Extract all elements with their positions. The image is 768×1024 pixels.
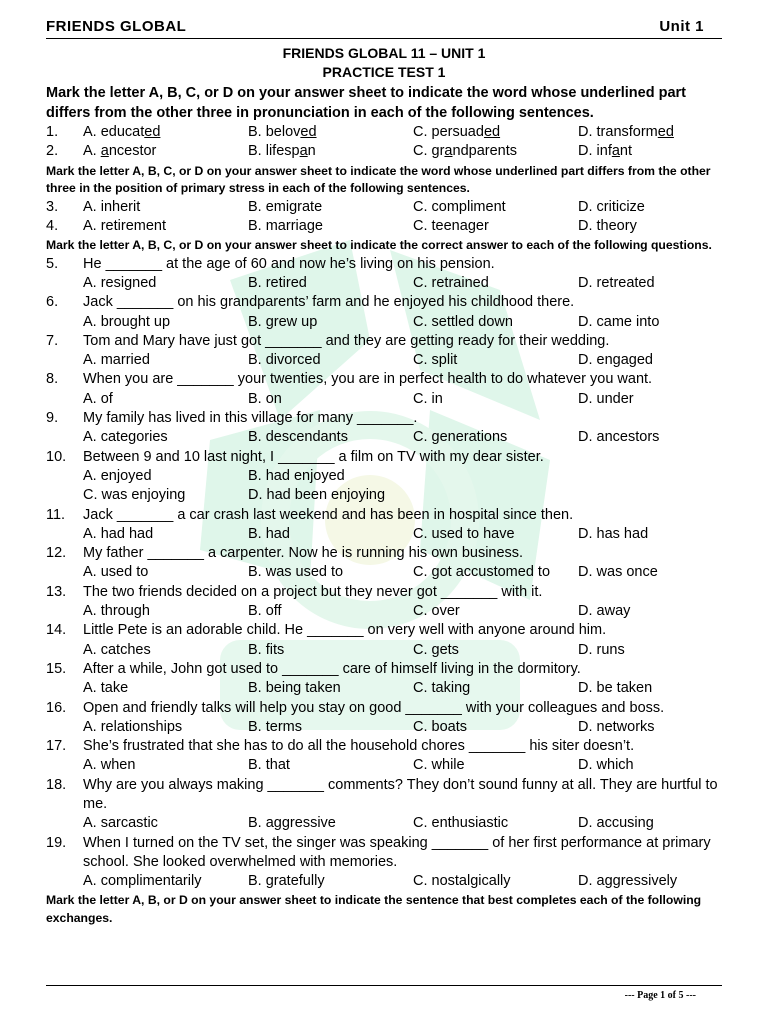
question-number: 13. xyxy=(46,583,67,600)
options-row xyxy=(46,563,722,582)
answer-option: B. emigrate xyxy=(248,198,323,215)
question-number: 2. xyxy=(46,143,59,160)
question-stem xyxy=(46,737,722,756)
options-row xyxy=(46,679,722,698)
question-number: 10. xyxy=(46,448,67,465)
question-number: 4. xyxy=(46,217,59,234)
options-row xyxy=(46,274,722,293)
answer-option: A. had had xyxy=(83,525,154,542)
answer-option: C. while xyxy=(413,757,465,774)
option-text-before: A. educat xyxy=(83,124,145,140)
question-item xyxy=(46,737,722,776)
answer-option: D. runs xyxy=(578,641,625,658)
options-row xyxy=(46,428,722,447)
question-item xyxy=(46,370,722,409)
page-number: --- Page 1 of 5 --- xyxy=(624,990,696,1001)
question-stem xyxy=(46,370,722,389)
question-number: 8. xyxy=(46,371,59,388)
option-text-before: A. xyxy=(83,143,101,160)
question-item xyxy=(46,506,722,545)
answer-option: A. resigned xyxy=(83,274,157,291)
question-text: Open and friendly talks will help you stay on good _______ with your colleagues and boss. xyxy=(83,699,665,716)
underlined-part: a xyxy=(444,143,453,160)
question-stem xyxy=(46,621,722,640)
page-header xyxy=(46,17,722,39)
question-stem xyxy=(46,699,722,718)
questions-section xyxy=(46,255,722,892)
question-stem xyxy=(46,293,722,312)
answer-option: B. aggressive xyxy=(248,815,336,832)
answer-option: B. descendants xyxy=(248,429,348,446)
answer-option xyxy=(578,123,743,142)
option-text-before: C. gr xyxy=(413,143,445,160)
option-text-before: C. persuad xyxy=(413,124,484,140)
answer-option: C. over xyxy=(413,603,460,620)
answer-option: C. used to have xyxy=(413,525,515,542)
question-number: 15. xyxy=(46,660,67,677)
header-left: FRIENDS GLOBAL xyxy=(46,18,187,35)
stress-section xyxy=(46,198,722,237)
option-text-after: ncestor xyxy=(108,143,157,160)
options-row xyxy=(46,872,722,891)
answer-option: A. enjoyed xyxy=(83,467,152,484)
answer-option: A. married xyxy=(83,352,150,369)
options-row xyxy=(46,313,722,332)
question-item xyxy=(46,583,722,622)
question-item xyxy=(46,409,722,448)
answer-option xyxy=(83,142,248,161)
pronunciation-section xyxy=(46,123,722,162)
test-title: FRIENDS GLOBAL 11 – UNIT 1 xyxy=(282,45,486,61)
option-text-after: n xyxy=(307,143,316,160)
answer-option: C. generations xyxy=(413,429,508,446)
question-item xyxy=(46,660,722,699)
instruction-questions: Mark the letter A, B, C, or D on your answer sheet to indicate the correct answer to each of the following questions. xyxy=(46,238,712,253)
answer-option: D. has had xyxy=(578,525,649,542)
question-item xyxy=(46,776,722,834)
question-item xyxy=(46,448,722,506)
answer-option: A. inherit xyxy=(83,198,141,215)
answer-option: D. aggressively xyxy=(578,873,678,890)
pronunciation-item xyxy=(46,123,722,142)
answer-option xyxy=(248,142,413,161)
answer-option: A. of xyxy=(83,390,113,407)
question-text: When you are _______ your twenties, you are in perfect health to do whatever you want. xyxy=(83,371,653,388)
question-stem xyxy=(46,506,722,525)
option-text-before: B. belov xyxy=(248,124,301,140)
answer-option: D. retreated xyxy=(578,274,655,291)
footer-divider xyxy=(46,985,722,986)
answer-option: D. came into xyxy=(578,313,660,330)
answer-option: D. theory xyxy=(578,217,637,234)
question-text: My family has lived in this village for many _______. xyxy=(83,410,418,427)
question-stem xyxy=(46,409,722,428)
instruction-exchanges: Mark the letter A, B, or D on your answer sheet to indicate the sentence that best completes each of the following exchanges. xyxy=(46,893,702,925)
answer-option: B. fits xyxy=(248,641,285,658)
question-text: She’s frustrated that she has to do all the household chores _______ his siter doesn’t. xyxy=(83,738,635,755)
question-text: Why are you always making _______ comments? They don’t sound funny at all. They are hurtful to me. xyxy=(83,776,718,812)
answer-option: B. off xyxy=(248,603,282,620)
question-stem xyxy=(46,448,722,467)
answer-option: D. which xyxy=(578,757,634,774)
option-text-after: ndparents xyxy=(452,143,517,160)
answer-option: B. was used to xyxy=(248,564,344,581)
underlined-part: ed xyxy=(144,124,161,140)
question-number: 12. xyxy=(46,545,67,562)
answer-option xyxy=(413,142,578,161)
answer-option: A. when xyxy=(83,757,136,774)
header-right: Unit 1 xyxy=(659,18,704,35)
question-number: 19. xyxy=(46,834,67,851)
answer-option: C. in xyxy=(413,390,443,407)
question-item xyxy=(46,621,722,660)
answer-option: D. was once xyxy=(578,564,658,581)
question-number: 16. xyxy=(46,699,67,716)
answer-option: B. being taken xyxy=(248,680,341,697)
instruction-stress: Mark the letter A, B, C, or D on your answer sheet to indicate the word whose underlined part differs from the other three in the position of primary stress in each of the following sentences. xyxy=(46,163,711,196)
question-number: 1. xyxy=(46,124,59,140)
options-row xyxy=(46,756,722,775)
answer-option: C. boats xyxy=(413,718,467,735)
answer-option: B. marriage xyxy=(248,217,323,234)
underlined-part: a xyxy=(611,143,620,160)
answer-option: B. grew up xyxy=(248,313,318,330)
answer-option: A. relationships xyxy=(83,718,183,735)
options-row xyxy=(46,525,722,544)
question-text: Jack _______ a car crash last weekend and has been in hospital since then. xyxy=(83,506,574,523)
question-text: Tom and Mary have just got _______ and they are getting ready for their wedding. xyxy=(83,332,610,349)
question-text: My father _______ a carpenter. Now he is running his own business. xyxy=(83,545,524,562)
options-row xyxy=(46,467,722,486)
question-text: When I turned on the TV set, the singer was speaking _______ of her first performance at primary school. She looked overwhelmed with memories. xyxy=(83,834,711,870)
answer-option: A. catches xyxy=(83,641,151,658)
question-number: 3. xyxy=(46,198,59,215)
answer-option: C. settled down xyxy=(413,313,513,330)
answer-option: D. ancestors xyxy=(578,429,660,446)
question-item xyxy=(46,544,722,583)
option-text-after: nt xyxy=(619,143,633,160)
question-item xyxy=(46,699,722,738)
answer-option: B. on xyxy=(248,390,282,407)
answer-option: B. divorced xyxy=(248,352,321,369)
answer-option: A. brought up xyxy=(83,313,171,330)
question-item xyxy=(46,255,722,294)
stress-item xyxy=(46,217,722,236)
question-text: Jack _______ on his grandparents’ farm and he enjoyed his childhood there. xyxy=(83,294,575,311)
option-text-before: B. lifesp xyxy=(248,143,300,160)
answer-option: D. away xyxy=(578,603,631,620)
question-text: He _______ at the age of 60 and now he’s living on his pension. xyxy=(83,255,495,272)
answer-option: A. retirement xyxy=(83,217,166,234)
answer-option: A. take xyxy=(83,680,129,697)
options-row xyxy=(46,602,722,621)
question-stem xyxy=(46,332,722,351)
question-number: 18. xyxy=(46,776,67,793)
answer-option: C. split xyxy=(413,352,458,369)
answer-option: B. had enjoyed xyxy=(248,467,345,484)
answer-option: D. accusing xyxy=(578,815,654,832)
question-item xyxy=(46,834,722,892)
answer-option: C. was enjoying xyxy=(83,487,186,504)
question-text: After a while, John got used to _______ care of himself living in the dormitory. xyxy=(83,660,581,677)
answer-option: A. complimentarily xyxy=(83,873,202,890)
options-row xyxy=(46,351,722,370)
answer-option: D. under xyxy=(578,390,634,407)
answer-option: B. that xyxy=(248,757,290,774)
answer-option: D. engaged xyxy=(578,352,653,369)
question-stem xyxy=(46,660,722,679)
answer-option: B. retired xyxy=(248,274,307,291)
test-subtitle: PRACTICE TEST 1 xyxy=(322,64,446,80)
answer-option: C. retrained xyxy=(413,274,489,291)
answer-option: C. compliment xyxy=(413,198,506,215)
underlined-part: a xyxy=(100,143,109,160)
question-stem xyxy=(46,834,722,873)
question-stem xyxy=(46,776,722,815)
answer-option xyxy=(578,142,743,161)
question-item xyxy=(46,332,722,371)
answer-option: D. be taken xyxy=(578,680,653,697)
question-number: 17. xyxy=(46,738,67,755)
question-text: Little Pete is an adorable child. He _______ on very well with anyone around him. xyxy=(83,622,607,639)
pronunciation-item xyxy=(46,142,722,161)
answer-option: C. got accustomed to xyxy=(413,564,551,581)
question-stem xyxy=(46,583,722,602)
answer-option xyxy=(413,123,578,142)
answer-option: D. criticize xyxy=(578,198,645,215)
stress-item xyxy=(46,198,722,217)
options-row xyxy=(46,814,722,833)
answer-option: A. sarcastic xyxy=(83,815,158,832)
answer-option xyxy=(248,123,413,142)
answer-option: B. gratefully xyxy=(248,873,325,890)
answer-option: D. had been enjoying xyxy=(248,487,386,504)
options-row xyxy=(46,641,722,660)
question-number: 9. xyxy=(46,410,59,427)
answer-option: C. taking xyxy=(413,680,471,697)
options-row xyxy=(46,486,722,505)
underlined-part: a xyxy=(299,143,308,160)
question-item xyxy=(46,293,722,332)
question-text: Between 9 and 10 last night, I _______ a film on TV with my dear sister. xyxy=(83,448,544,465)
instruction-pronunciation: Mark the letter A, B, C, or D on your answer sheet to indicate the word whose underlined part differs from the other three in pronunciation in each of the following sentences. xyxy=(46,85,686,121)
answer-option: B. had xyxy=(248,525,290,542)
question-text: The two friends decided on a project but they never got _______ with it. xyxy=(83,583,543,600)
options-row xyxy=(46,718,722,737)
question-number: 5. xyxy=(46,255,59,272)
question-number: 14. xyxy=(46,622,67,639)
question-stem xyxy=(46,544,722,563)
underlined-part: ed xyxy=(657,124,674,140)
question-number: 11. xyxy=(46,506,66,523)
underlined-part: ed xyxy=(300,124,317,140)
option-text-before: D. inf xyxy=(578,143,612,160)
question-number: 6. xyxy=(46,294,59,311)
answer-option: A. through xyxy=(83,603,150,620)
answer-option: C. teenager xyxy=(413,217,489,234)
answer-option: B. terms xyxy=(248,718,302,735)
answer-option: A. used to xyxy=(83,564,149,581)
question-number: 7. xyxy=(46,332,59,349)
answer-option: C. nostalgically xyxy=(413,873,511,890)
options-row xyxy=(46,390,722,409)
answer-option: A. categories xyxy=(83,429,168,446)
answer-option: C. enthusiastic xyxy=(413,815,509,832)
answer-option xyxy=(83,123,248,142)
answer-option: D. networks xyxy=(578,718,655,735)
option-text-before: D. transform xyxy=(578,124,658,140)
question-stem xyxy=(46,255,722,274)
underlined-part: ed xyxy=(483,124,501,140)
answer-option: C. gets xyxy=(413,641,459,658)
